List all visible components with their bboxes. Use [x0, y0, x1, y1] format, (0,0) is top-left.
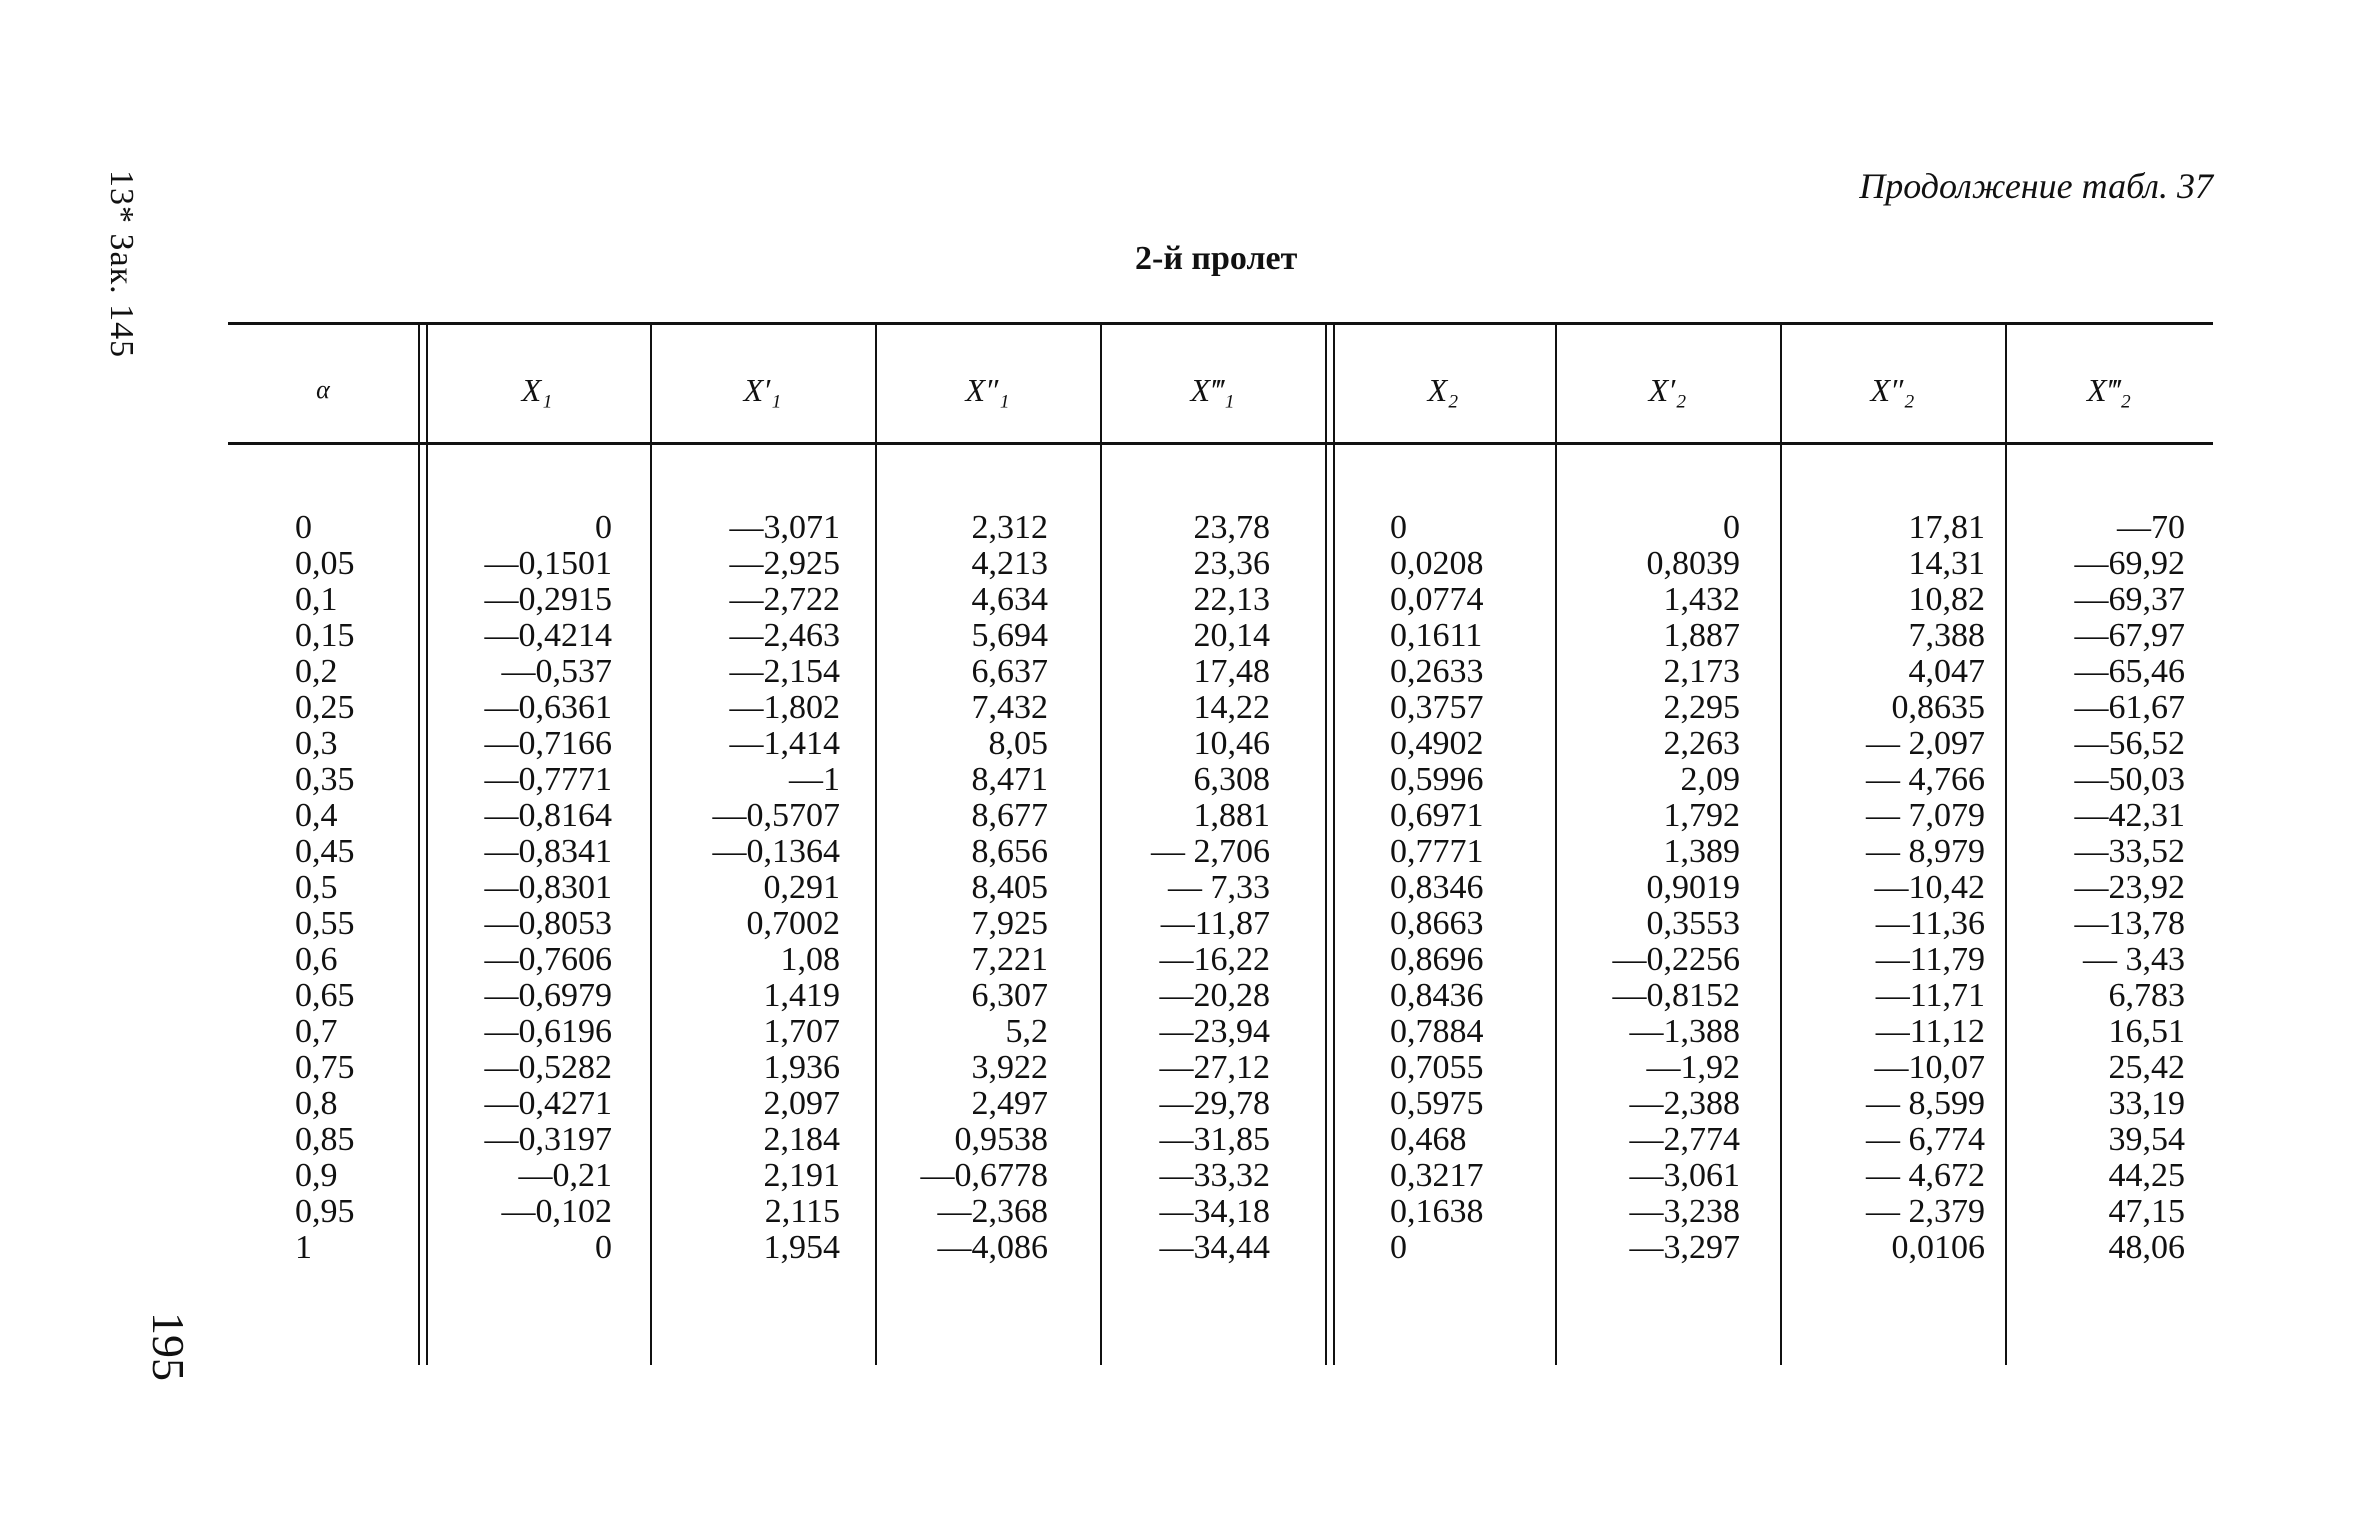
- table-cell: — 3,43: [2083, 941, 2185, 978]
- table-cell: 47,15: [2108, 1193, 2185, 1230]
- table-cell: 0,8346: [1390, 869, 1484, 906]
- table-cell: —1,414: [729, 725, 840, 762]
- table-cell: 10,46: [1193, 725, 1270, 762]
- table-cell: 0,3553: [1646, 905, 1740, 942]
- table-cell: 0,9538: [954, 1121, 1048, 1158]
- table-cell: 2,295: [1663, 689, 1740, 726]
- table-cell: 0,7771: [1390, 833, 1484, 870]
- header-col-7: X″₂: [1870, 371, 1915, 408]
- table-cell: — 2,706: [1151, 833, 1270, 870]
- table-cell: 17,48: [1193, 653, 1270, 690]
- table-cell: 8,05: [988, 725, 1048, 762]
- table-cell: 1,887: [1663, 617, 1740, 654]
- table-cell: —3,238: [1629, 1193, 1740, 1230]
- table-cell: 2,115: [764, 1193, 840, 1230]
- table-cell: 0: [595, 1229, 612, 1266]
- table-cell: —0,8301: [484, 869, 612, 906]
- table-cell: 7,925: [971, 905, 1048, 942]
- table-cell: —3,297: [1629, 1229, 1740, 1266]
- table-cell: 1,419: [763, 977, 840, 1014]
- table-cell: 0,8436: [1390, 977, 1484, 1014]
- table-cell: 0,0774: [1390, 581, 1484, 618]
- table-cell: —0,5282: [484, 1049, 612, 1086]
- table-cell: 7,221: [971, 941, 1048, 978]
- table-cell: 1: [295, 1229, 312, 1266]
- table-cell: 1,389: [1663, 833, 1740, 870]
- table-cell: 6,307: [971, 977, 1048, 1014]
- table-cell: —11,12: [1875, 1013, 1985, 1050]
- column-6: [1613, 510, 1741, 1266]
- table-cell: —67,97: [2074, 617, 2185, 654]
- table-cell: 0,7055: [1390, 1049, 1484, 1086]
- table-cell: —27,12: [1159, 1049, 1270, 1086]
- column-1: [485, 510, 613, 1266]
- table-cell: —2,722: [729, 581, 840, 618]
- table-cell: 8,677: [971, 797, 1048, 834]
- header-col-5: X₂: [1427, 371, 1459, 408]
- header-col-2: X′₁: [743, 371, 782, 408]
- table-cell: 0,65: [295, 977, 355, 1014]
- table-cell: 3,922: [971, 1049, 1048, 1086]
- header-col-6: X′₂: [1648, 371, 1687, 408]
- table-cell: 0,45: [295, 833, 355, 870]
- table-cell: —0,2256: [1612, 941, 1740, 978]
- table-cell: 0,55: [295, 905, 355, 942]
- column-5: [1390, 510, 1484, 1266]
- header-col-0: α: [316, 375, 330, 404]
- table-cell: 2,097: [763, 1085, 840, 1122]
- header-col-1: X₁: [521, 371, 553, 408]
- table-cell: —2,463: [729, 617, 840, 654]
- table-cell: 6,637: [971, 653, 1048, 690]
- table-cell: —3,071: [729, 509, 840, 546]
- table-cell: 10,82: [1908, 581, 1985, 618]
- table-cell: 2,173: [1663, 653, 1740, 690]
- table-cell: 0,25: [295, 689, 355, 726]
- table-cell: —0,1501: [484, 545, 612, 582]
- table-cell: 0,5975: [1390, 1085, 1484, 1122]
- table-cell: —23,92: [2074, 869, 2185, 906]
- table-cell: —2,925: [729, 545, 840, 582]
- table-cell: —33,52: [2074, 833, 2185, 870]
- table-cell: 2,312: [971, 509, 1048, 546]
- table-cell: — 8,979: [1866, 833, 1985, 870]
- table-cell: —69,37: [2074, 581, 2185, 618]
- table-cell: 8,471: [971, 761, 1048, 798]
- table-cell: 44,25: [2108, 1157, 2185, 1194]
- table-cell: 0,5: [295, 869, 338, 906]
- table-cell: 14,31: [1908, 545, 1985, 582]
- table-cell: —0,5707: [712, 797, 840, 834]
- table-cell: 1,936: [763, 1049, 840, 1086]
- divider-mid: [1325, 325, 1335, 1365]
- divider-alpha: [418, 325, 428, 1365]
- table-cell: 0,9: [295, 1157, 338, 1194]
- table-top-rule: [228, 322, 2213, 325]
- table-cell: —34,44: [1159, 1229, 1270, 1266]
- column-0: [295, 510, 355, 1266]
- table-cell: 0,8039: [1646, 545, 1740, 582]
- table-cell: —65,46: [2074, 653, 2185, 690]
- table-cell: 0,8: [295, 1085, 338, 1122]
- table-cell: — 4,672: [1866, 1157, 1985, 1194]
- table-cell: 2,09: [1680, 761, 1740, 798]
- table-cell: 1,881: [1193, 797, 1270, 834]
- table-cell: 17,81: [1908, 509, 1985, 546]
- table-cell: 0,0106: [1891, 1229, 1985, 1266]
- table-cell: 0: [595, 509, 612, 546]
- table-cell: 0,3: [295, 725, 338, 762]
- table-cell: —0,537: [501, 653, 612, 690]
- header-bottom-rule: [228, 442, 2213, 445]
- table-cell: —2,368: [937, 1193, 1048, 1230]
- table-cell: 23,78: [1193, 509, 1270, 546]
- table-cell: —0,6196: [484, 1013, 612, 1050]
- table-cell: —29,78: [1159, 1085, 1270, 1122]
- header-col-8: X‴₂: [2086, 371, 2132, 408]
- table-cell: 2,497: [971, 1085, 1048, 1122]
- divider-2: [875, 325, 877, 1365]
- table-cell: 14,22: [1193, 689, 1270, 726]
- continuation-label: Продолжение табл. 37: [1859, 166, 2213, 206]
- column-7: [1866, 510, 1985, 1266]
- divider-5: [1555, 325, 1557, 1365]
- table-cell: 0,9019: [1646, 869, 1740, 906]
- table-cell: —34,18: [1159, 1193, 1270, 1230]
- table-cell: 0,1611: [1390, 617, 1483, 654]
- table-cell: —0,1364: [712, 833, 840, 870]
- table-cell: 0: [1390, 1229, 1407, 1266]
- table-cell: —2,388: [1629, 1085, 1740, 1122]
- divider-7: [2005, 325, 2007, 1365]
- table-cell: 0,2633: [1390, 653, 1484, 690]
- table-cell: 39,54: [2108, 1121, 2185, 1158]
- table-cell: — 8,599: [1866, 1085, 1985, 1122]
- table-cell: 48,06: [2108, 1229, 2185, 1266]
- table-cell: —56,52: [2074, 725, 2185, 762]
- table-cell: 0,468: [1390, 1121, 1467, 1158]
- table-cell: —0,4214: [484, 617, 612, 654]
- table-cell: 0,7: [295, 1013, 338, 1050]
- table-cell: 0,8696: [1390, 941, 1484, 978]
- table-cell: 4,634: [971, 581, 1048, 618]
- table-cell: 0: [1390, 509, 1407, 546]
- table-cell: 1,707: [763, 1013, 840, 1050]
- table-cell: —0,3197: [484, 1121, 612, 1158]
- page-number: 195: [143, 1312, 194, 1381]
- table-cell: 0: [1723, 509, 1740, 546]
- table-cell: 0,95: [295, 1193, 355, 1230]
- table-cell: 1,792: [1663, 797, 1740, 834]
- table-cell: 0,3757: [1390, 689, 1484, 726]
- table-cell: —33,32: [1159, 1157, 1270, 1194]
- header-col-3: X″₁: [965, 371, 1010, 408]
- table-cell: —0,7166: [484, 725, 612, 762]
- table-cell: —1: [789, 761, 840, 798]
- table-cell: 0,85: [295, 1121, 355, 1158]
- table-cell: —0,6778: [920, 1157, 1048, 1194]
- table-cell: 0,1638: [1390, 1193, 1484, 1230]
- table-cell: 16,51: [2108, 1013, 2185, 1050]
- table-cell: —1,92: [1646, 1049, 1740, 1086]
- table-cell: —20,28: [1159, 977, 1270, 1014]
- table-cell: —0,8341: [484, 833, 612, 870]
- table-cell: 0,6: [295, 941, 338, 978]
- table-cell: —10,07: [1874, 1049, 1985, 1086]
- table-cell: 2,191: [763, 1157, 840, 1194]
- table-cell: 20,14: [1193, 617, 1270, 654]
- table-cell: —0,8152: [1612, 977, 1740, 1014]
- table-cell: — 7,079: [1866, 797, 1985, 834]
- table-cell: 0,6971: [1390, 797, 1484, 834]
- table-cell: —11,87: [1160, 905, 1270, 942]
- table-cell: 2,263: [1663, 725, 1740, 762]
- table-cell: 7,388: [1908, 617, 1985, 654]
- table-cell: 8,405: [971, 869, 1048, 906]
- table-cell: 0,15: [295, 617, 355, 654]
- table-cell: 0,4: [295, 797, 338, 834]
- table-cell: 0,7884: [1390, 1013, 1484, 1050]
- table-cell: —11,36: [1875, 905, 1985, 942]
- table-cell: —50,03: [2074, 761, 2185, 798]
- table-cell: 1,08: [780, 941, 840, 978]
- table-cell: —0,7606: [484, 941, 612, 978]
- table-cell: 0,05: [295, 545, 355, 582]
- table-cell: —70: [2117, 509, 2185, 546]
- table-cell: —0,8053: [484, 905, 612, 942]
- column-4: [1151, 510, 1270, 1266]
- table-cell: —11,79: [1875, 941, 1985, 978]
- table-cell: 2,184: [763, 1121, 840, 1158]
- table-cell: —0,21: [518, 1157, 612, 1194]
- table-cell: —3,061: [1629, 1157, 1740, 1194]
- table-cell: —42,31: [2074, 797, 2185, 834]
- table-cell: 7,432: [971, 689, 1048, 726]
- table-cell: 25,42: [2108, 1049, 2185, 1086]
- table-cell: 5,2: [1005, 1013, 1048, 1050]
- table-cell: 4,213: [971, 545, 1048, 582]
- table-cell: —0,8164: [484, 797, 612, 834]
- table-cell: —1,388: [1629, 1013, 1740, 1050]
- table-cell: —0,102: [501, 1193, 612, 1230]
- table-cell: 0,1: [295, 581, 338, 618]
- table-cell: — 6,774: [1866, 1121, 1985, 1158]
- table-cell: 4,047: [1908, 653, 1985, 690]
- table-cell: —69,92: [2074, 545, 2185, 582]
- table-cell: —2,154: [729, 653, 840, 690]
- table-cell: 1,954: [763, 1229, 840, 1266]
- table-cell: 33,19: [2108, 1085, 2185, 1122]
- column-2: [713, 510, 841, 1266]
- table-cell: 0,2: [295, 653, 338, 690]
- table-cell: 0,5996: [1390, 761, 1484, 798]
- table-cell: 0,3217: [1390, 1157, 1484, 1194]
- table-cell: —61,67: [2074, 689, 2185, 726]
- table-cell: 0,8663: [1390, 905, 1484, 942]
- divider-3: [1100, 325, 1102, 1365]
- table-cell: —0,4271: [484, 1085, 612, 1122]
- table-cell: 0,0208: [1390, 545, 1484, 582]
- column-8: [2075, 510, 2186, 1266]
- table-cell: —16,22: [1159, 941, 1270, 978]
- table-cell: 23,36: [1193, 545, 1270, 582]
- table-cell: — 2,097: [1866, 725, 1985, 762]
- table-cell: 0,4902: [1390, 725, 1484, 762]
- table-cell: 8,656: [971, 833, 1048, 870]
- table-cell: —0,6361: [484, 689, 612, 726]
- table-cell: 0,291: [763, 869, 840, 906]
- order-note: 13* Зак. 145: [103, 170, 140, 359]
- table-cell: —11,71: [1875, 977, 1985, 1014]
- table-cell: —13,78: [2074, 905, 2185, 942]
- span-title: 2-й пролет: [1135, 240, 1298, 277]
- table-cell: —23,94: [1159, 1013, 1270, 1050]
- table-cell: — 7,33: [1168, 869, 1270, 906]
- table-cell: 0,7002: [746, 905, 840, 942]
- table-cell: —2,774: [1629, 1121, 1740, 1158]
- table-cell: — 4,766: [1866, 761, 1985, 798]
- table-cell: 0,75: [295, 1049, 355, 1086]
- header-col-4: X‴₁: [1190, 371, 1235, 408]
- table-cell: 22,13: [1193, 581, 1270, 618]
- table-cell: —1,802: [729, 689, 840, 726]
- table-cell: 6,308: [1193, 761, 1270, 798]
- table-cell: — 2,379: [1866, 1193, 1985, 1230]
- divider-1: [650, 325, 652, 1365]
- table-cell: —4,086: [937, 1229, 1048, 1266]
- table-cell: —0,7771: [484, 761, 612, 798]
- table-cell: 0,8635: [1891, 689, 1985, 726]
- column-3: [921, 510, 1049, 1266]
- table-cell: —10,42: [1874, 869, 1985, 906]
- table-cell: 1,432: [1663, 581, 1740, 618]
- table-cell: 6,783: [2108, 977, 2185, 1014]
- table-cell: —0,6979: [484, 977, 612, 1014]
- table-cell: —31,85: [1159, 1121, 1270, 1158]
- table-cell: —0,2915: [484, 581, 612, 618]
- table-cell: 5,694: [971, 617, 1048, 654]
- divider-6: [1780, 325, 1782, 1365]
- table-cell: 0: [295, 509, 312, 546]
- table-cell: 0,35: [295, 761, 355, 798]
